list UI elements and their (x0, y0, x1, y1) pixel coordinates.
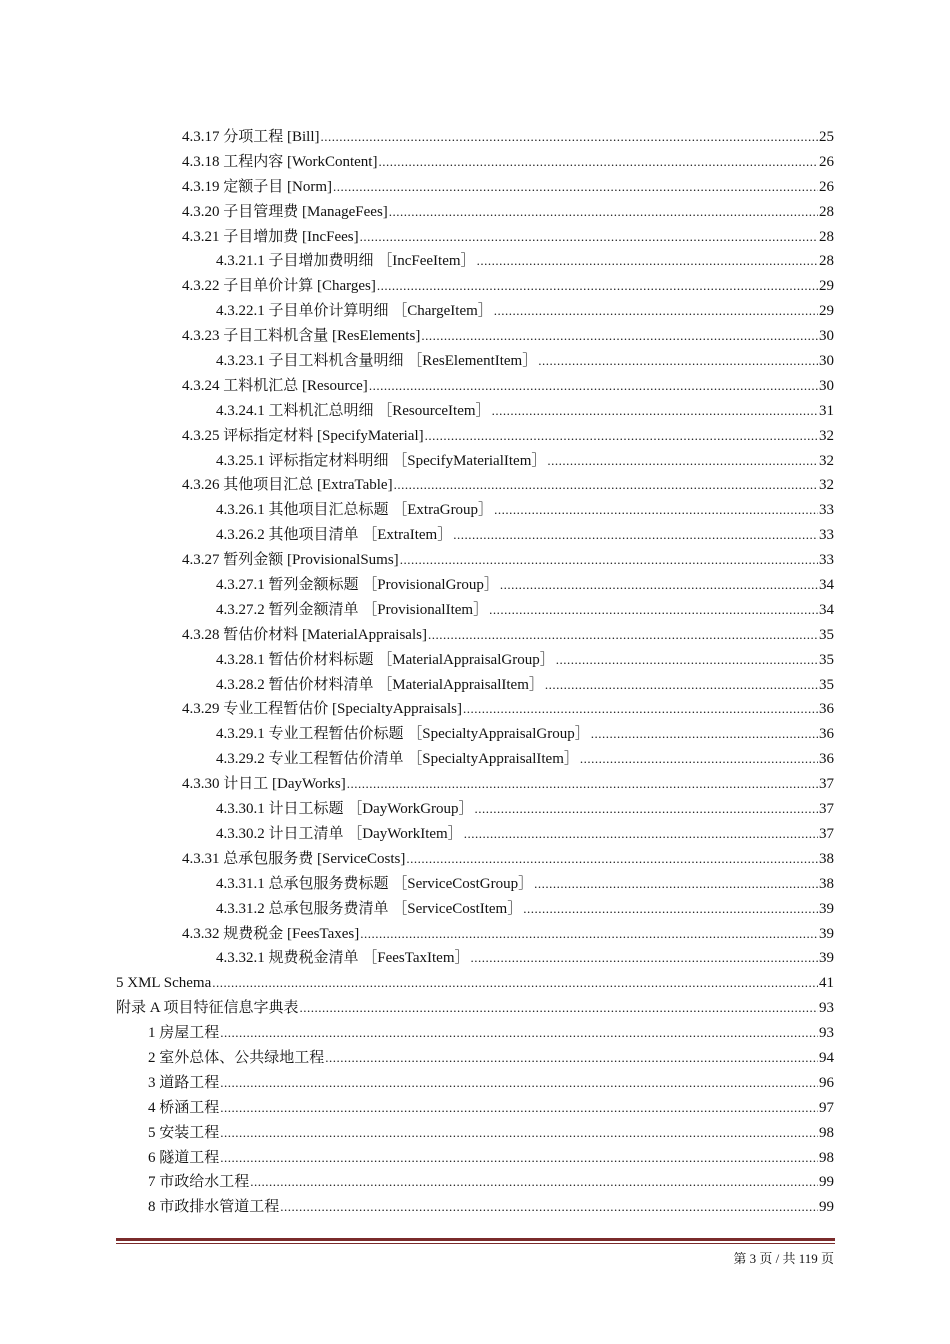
toc-entry-label: 4.3.27.2 暂列金额清单 ［ProvisionalItem］ (216, 601, 489, 618)
toc-dot-leader (421, 324, 818, 349)
toc-entry[interactable] (0, 697, 950, 722)
toc-entry-label: 4.3.20 子目管理费 [ManageFees] (182, 203, 388, 220)
toc-entry-label: 4.3.32.1 规费税金清单 ［FeesTaxItem］ (216, 950, 470, 967)
toc-entry-label: 4.3.27 暂列金额 [ProvisionalSums] (182, 552, 399, 569)
toc-entry-page: 28 (819, 228, 834, 245)
toc-entry-label: 4.3.28.2 暂估价材料清单 ［MaterialAppraisalItem］ (216, 676, 544, 693)
toc-entry[interactable] (0, 374, 950, 399)
toc-entry-page: 30 (819, 353, 834, 370)
toc-entry[interactable] (0, 872, 950, 897)
toc-entry[interactable] (0, 1146, 950, 1171)
toc-dot-leader (477, 249, 818, 274)
toc-entry-page: 98 (819, 1124, 834, 1141)
toc-entry-label: 4.3.32 规费税金 [FeesTaxes] (182, 925, 360, 942)
toc-entry[interactable] (0, 996, 950, 1021)
toc-entry-page: 39 (819, 925, 834, 942)
toc-entry[interactable] (0, 324, 950, 349)
toc-entry[interactable] (0, 847, 950, 872)
toc-entry-page: 37 (819, 776, 834, 793)
toc-entry-label: 3 道路工程 (148, 1074, 220, 1091)
toc-dot-leader (220, 1096, 818, 1121)
toc-entry-page: 30 (819, 377, 834, 394)
toc-entry[interactable] (0, 175, 950, 200)
toc-dot-leader (489, 598, 818, 623)
toc-entry-page: 33 (819, 527, 834, 544)
toc-dot-leader (360, 225, 818, 250)
toc-dot-leader (492, 399, 818, 424)
toc-dot-leader (333, 175, 818, 200)
toc-entry-page: 37 (819, 825, 834, 842)
toc-dot-leader (500, 573, 818, 598)
toc-entry[interactable] (0, 274, 950, 299)
toc-entry-page: 39 (819, 950, 834, 967)
toc-entry-label: 7 市政给水工程 (148, 1174, 250, 1191)
toc-entry-label: 附录 A 项目特征信息字典表 (116, 1000, 299, 1017)
toc-entry[interactable] (0, 349, 950, 374)
toc-entry-page: 25 (819, 129, 834, 145)
toc-entry-label: 4.3.25.1 评标指定材料明细 ［SpecifyMaterialItem］ (216, 452, 547, 469)
toc-entry-page: 38 (819, 850, 834, 867)
toc-entry-page: 32 (819, 427, 834, 444)
toc-entry[interactable] (0, 299, 950, 324)
toc-dot-leader (369, 374, 818, 399)
toc-dot-leader (475, 797, 818, 822)
toc-entry-page: 93 (819, 1000, 834, 1017)
toc-dot-leader (425, 424, 818, 449)
toc-dot-leader (325, 1046, 818, 1071)
toc-dot-leader (545, 673, 818, 698)
toc-entry-page: 41 (819, 975, 834, 992)
toc-entry[interactable] (0, 946, 950, 971)
toc-entry-label: 4.3.22.1 子目单价计算明细 ［ChargeItem］ (216, 303, 493, 320)
toc-entry[interactable] (0, 598, 950, 623)
toc-entry[interactable] (0, 673, 950, 698)
toc-dot-leader (280, 1195, 818, 1220)
toc-entry[interactable] (0, 822, 950, 847)
toc-dot-leader (377, 274, 818, 299)
toc-entry-label: 4.3.25 评标指定材料 [SpecifyMaterial] (182, 427, 424, 444)
toc-dot-leader (580, 747, 818, 772)
toc-entry[interactable] (0, 424, 950, 449)
toc-entry-label: 4.3.19 定额子目 [Norm] (182, 178, 332, 195)
toc-entry-label: 4.3.29.2 专业工程暂估价清单 ［SpecialtyAppraisalItem］ (216, 751, 579, 768)
toc-entry-page: 38 (819, 875, 834, 892)
toc-dot-leader (212, 971, 818, 996)
toc-entry-label: 4.3.27.1 暂列金额标题 ［ProvisionalGroup］ (216, 577, 499, 594)
toc-dot-leader (547, 449, 818, 474)
toc-entry-page: 33 (819, 502, 834, 519)
toc-entry[interactable] (0, 523, 950, 548)
toc-entry-label: 4 桥涵工程 (148, 1099, 220, 1116)
toc-dot-leader (220, 1071, 818, 1096)
toc-dot-leader (523, 897, 818, 922)
toc-dot-leader (220, 1121, 818, 1146)
toc-entry-page: 36 (819, 701, 834, 718)
toc-entry-label: 4.3.26.2 其他项目清单 ［ExtraItem］ (216, 527, 453, 544)
toc-dot-leader (534, 872, 818, 897)
toc-entry[interactable] (0, 1046, 950, 1071)
toc-entry[interactable] (0, 249, 950, 274)
toc-entry-label: 4.3.30.1 计日工标题 ［DayWorkGroup］ (216, 801, 474, 818)
toc-entry-label: 4.3.30.2 计日工清单 ［DayWorkItem］ (216, 825, 463, 842)
toc-dot-leader (556, 648, 818, 673)
toc-entry-page: 30 (819, 328, 834, 345)
toc-entry-label: 4.3.22 子目单价计算 [Charges] (182, 278, 376, 295)
toc-dot-leader (494, 299, 818, 324)
footer-rule (116, 1238, 835, 1241)
toc-entry[interactable] (0, 797, 950, 822)
toc-entry-page: 96 (819, 1074, 834, 1091)
toc-entry[interactable] (0, 1096, 950, 1121)
toc-entry[interactable] (0, 1021, 950, 1046)
toc-entry-page: 32 (819, 452, 834, 469)
toc-entry-label: 4.3.31.2 总承包服务费清单 ［ServiceCostItem］ (216, 900, 523, 917)
toc-entry-page: 39 (819, 900, 834, 917)
toc-dot-leader (321, 125, 819, 150)
toc-entry-page: 26 (819, 178, 834, 195)
toc-dot-leader (591, 722, 818, 747)
toc-entry[interactable] (0, 1195, 950, 1220)
toc-entry-page: 35 (819, 626, 834, 643)
toc-dot-leader (394, 473, 818, 498)
toc-entry-label: 4.3.29.1 专业工程暂估价标题 ［SpecialtyAppraisalGroup］ (216, 726, 590, 743)
toc-entry[interactable] (0, 648, 950, 673)
toc-entry-label: 4.3.23 子目工料机含量 [ResElements] (182, 328, 421, 345)
toc-entry-label: 4.3.24 工料机汇总 [Resource] (182, 377, 368, 394)
toc-entry-label: 4.3.26.1 其他项目汇总标题 ［ExtraGroup］ (216, 502, 494, 519)
toc-dot-leader (464, 822, 818, 847)
toc-entry-label: 4.3.26 其他项目汇总 [ExtraTable] (182, 477, 393, 494)
toc-entry-page: 29 (819, 303, 834, 320)
toc-entry-label: 4.3.31.1 总承包服务费标题 ［ServiceCostGroup］ (216, 875, 534, 892)
toc-entry-label: 4.3.30 计日工 [DayWorks] (182, 776, 346, 793)
toc-dot-leader (471, 946, 818, 971)
toc-entry-label: 5 XML Schema (116, 975, 212, 992)
toc-entry[interactable] (0, 125, 950, 150)
toc-dot-leader (347, 772, 818, 797)
toc-entry-page: 36 (819, 751, 834, 768)
toc-entry-label: 2 室外总体、公共绿地工程 (148, 1049, 325, 1066)
toc-entry[interactable] (0, 225, 950, 250)
toc-entry-page: 94 (819, 1049, 834, 1066)
toc-entry-label: 1 房屋工程 (148, 1025, 220, 1042)
toc-dot-leader (378, 150, 818, 175)
toc-entry-page: 34 (819, 577, 834, 594)
toc-entry[interactable] (0, 399, 950, 424)
toc-entry[interactable] (0, 548, 950, 573)
toc-entry-label: 4.3.28.1 暂估价材料标题 ［MaterialAppraisalGroup］ (216, 651, 555, 668)
toc-entry-page: 31 (819, 402, 834, 419)
toc-entry-label: 5 安装工程 (148, 1124, 220, 1141)
footer-rule-thin (116, 1243, 835, 1244)
toc-entry-page: 29 (819, 278, 834, 295)
toc-dot-leader (360, 922, 818, 947)
toc-entry-page: 99 (819, 1199, 834, 1216)
table-of-contents (0, 125, 950, 1220)
toc-entry[interactable] (0, 200, 950, 225)
page-indicator: 第 3 页 / 共 119 页 (733, 1251, 834, 1266)
toc-dot-leader (494, 498, 818, 523)
toc-entry[interactable] (0, 1071, 950, 1096)
toc-dot-leader (453, 523, 818, 548)
toc-dot-leader (406, 847, 818, 872)
toc-entry[interactable] (0, 971, 950, 996)
toc-entry[interactable] (0, 897, 950, 922)
toc-entry[interactable] (0, 573, 950, 598)
toc-entry-page: 93 (819, 1025, 834, 1042)
toc-entry-page: 32 (819, 477, 834, 494)
toc-entry-label: 4.3.24.1 工料机汇总明细 ［ResourceItem］ (216, 402, 491, 419)
toc-entry-page: 99 (819, 1174, 834, 1191)
toc-entry-label: 6 隧道工程 (148, 1149, 220, 1166)
toc-dot-leader (463, 697, 818, 722)
toc-entry-label: 4.3.18 工程内容 [WorkContent] (182, 153, 378, 170)
toc-entry-page: 28 (819, 253, 834, 270)
toc-dot-leader (300, 996, 818, 1021)
toc-entry-label: 8 市政排水管道工程 (148, 1199, 280, 1216)
toc-dot-leader (250, 1170, 818, 1195)
toc-entry[interactable] (0, 772, 950, 797)
toc-entry-label: 4.3.29 专业工程暂估价 [SpecialtyAppraisals] (182, 701, 462, 718)
toc-entry-page: 37 (819, 801, 834, 818)
toc-entry-label: 4.3.17 分项工程 [Bill] (182, 129, 320, 145)
toc-entry[interactable] (0, 623, 950, 648)
toc-entry-page: 36 (819, 726, 834, 743)
toc-entry-label: 4.3.21.1 子目增加费明细 ［IncFeeItem］ (216, 253, 476, 270)
toc-dot-leader (538, 349, 818, 374)
toc-entry-page: 98 (819, 1149, 834, 1166)
toc-entry[interactable] (0, 449, 950, 474)
toc-entry-page: 35 (819, 676, 834, 693)
toc-entry-label: 4.3.31 总承包服务费 [ServiceCosts] (182, 850, 406, 867)
toc-entry[interactable] (0, 922, 950, 947)
toc-entry-page: 28 (819, 203, 834, 220)
toc-entry[interactable] (0, 722, 950, 747)
toc-entry-label: 4.3.23.1 子目工料机含量明细 ［ResElementItem］ (216, 353, 538, 370)
toc-dot-leader (220, 1146, 818, 1171)
toc-entry-page: 33 (819, 552, 834, 569)
toc-entry[interactable] (0, 1170, 950, 1195)
toc-entry-page: 34 (819, 601, 834, 618)
toc-entry-page: 35 (819, 651, 834, 668)
toc-entry-label: 4.3.21 子目增加费 [IncFees] (182, 228, 359, 245)
toc-entry[interactable] (0, 150, 950, 175)
toc-entry[interactable] (0, 473, 950, 498)
toc-dot-leader (389, 200, 818, 225)
toc-entry-label: 4.3.28 暂估价材料 [MaterialAppraisals] (182, 626, 427, 643)
toc-dot-leader (400, 548, 818, 573)
toc-dot-leader (220, 1021, 818, 1046)
toc-entry[interactable] (0, 747, 950, 772)
toc-entry-page: 26 (819, 153, 834, 170)
toc-entry[interactable] (0, 498, 950, 523)
toc-entry-page: 97 (819, 1099, 834, 1116)
toc-entry[interactable] (0, 1121, 950, 1146)
toc-dot-leader (428, 623, 818, 648)
